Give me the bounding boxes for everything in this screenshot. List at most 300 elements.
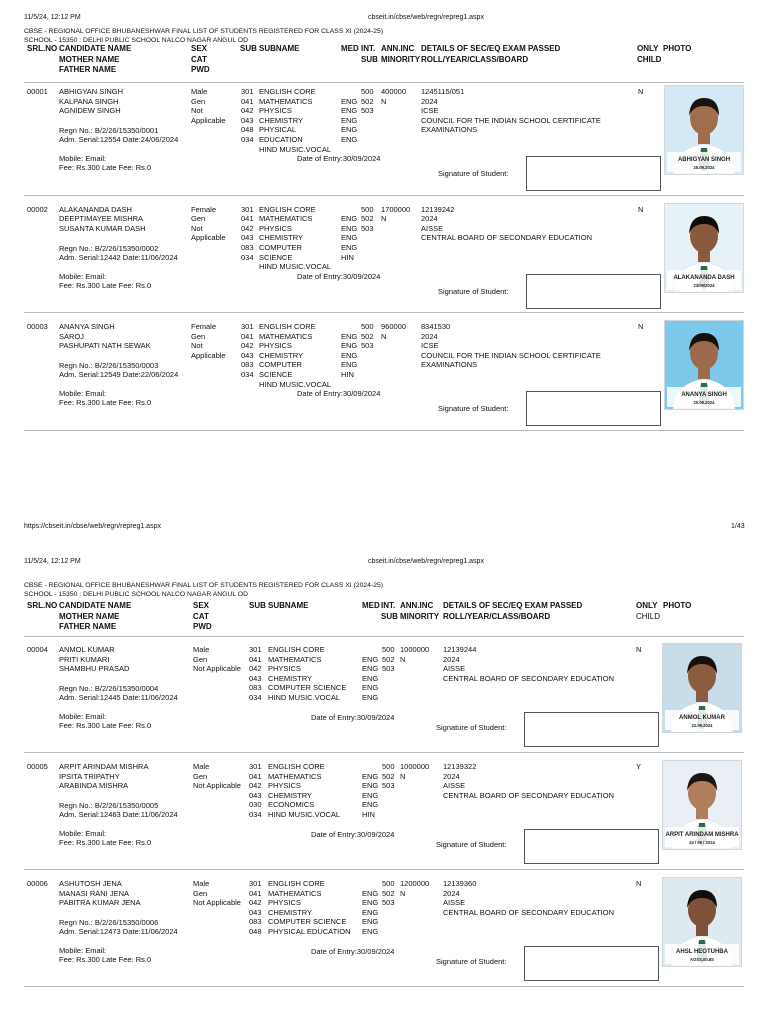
fee-line: Fee: Rs.300 Late Fee: Rs.0 — [59, 721, 152, 730]
medium-of-instruction: ENG — [362, 673, 379, 683]
category-value: Gen — [191, 331, 206, 341]
col-candidate: CANDIDATE NAME — [59, 601, 132, 610]
annual-income: 1000000 — [400, 645, 430, 654]
sex-cat-pwd — [191, 322, 226, 360]
sex-value: Female — [191, 322, 217, 331]
subject-code: 043 — [241, 350, 254, 360]
internal-subject-code: 502 — [361, 331, 374, 341]
student-photo — [664, 85, 744, 175]
annual-income: 1700000 — [381, 204, 411, 214]
signature-box — [524, 712, 659, 747]
subject-code: 083 — [249, 683, 262, 693]
col-pwd: PWD — [191, 65, 210, 74]
student-photo-svg — [663, 878, 741, 966]
mother-name: PRITI KUMARI — [59, 654, 110, 664]
admission-serial: Adm. Serial:12463 Date:11/06/2024 — [59, 810, 178, 819]
subject-code: 041 — [249, 654, 262, 664]
photo-caption-line: 25.09.2024 — [693, 165, 715, 170]
internal-subject-code: 500 — [361, 204, 374, 214]
school-line: SCHOOL - 15350 : DELHI PUBLIC SCHOOL NALCO NAGAR ANGUL OD — [24, 37, 248, 44]
names-block — [59, 322, 151, 351]
names-block — [59, 879, 141, 908]
subject-name: MATHEMATICS — [259, 96, 313, 106]
date-of-entry: Date of Entry:30/09/2024 — [297, 271, 381, 281]
photo-caption-line: ANANYA SINGH — [681, 392, 727, 398]
subject-code: 041 — [249, 771, 262, 781]
col-mother: MOTHER NAME — [59, 54, 120, 64]
minority-flag: N — [381, 214, 387, 224]
subject-name: PHYSICS — [259, 106, 292, 116]
subject-code: 043 — [249, 790, 262, 800]
student-photo — [664, 203, 744, 293]
photo-caption-line: 23/09/2024 — [693, 282, 715, 288]
subject-name: HIND MUSIC.VOCAL — [259, 379, 332, 389]
date-of-entry: Date of Entry:30/09/2024 — [297, 154, 381, 163]
student-photo — [662, 643, 742, 733]
print-url: cbseit.in/cbse/web/regn/repreg1.aspx — [368, 14, 484, 21]
fee-line: Fee: Rs.300 Late Fee: Rs.0 — [59, 398, 152, 407]
medium-of-instruction: HIN — [362, 810, 375, 819]
col-names — [59, 601, 131, 633]
names-block — [59, 205, 146, 234]
pwd-value: Not — [191, 223, 203, 233]
photo-caption-line: 22.09.2024 — [691, 723, 713, 728]
internal-subject-code: 503 — [382, 781, 395, 791]
medium-of-instruction: ENG — [341, 106, 358, 116]
col-ann: ANN.INC — [400, 601, 434, 610]
exam-detail-line: ICSE — [421, 341, 439, 351]
col-int: INT. — [361, 44, 376, 53]
category-value: Gen — [191, 214, 206, 224]
col-cat: CAT — [193, 611, 209, 621]
medium-of-instruction: ENG — [362, 693, 379, 702]
col-only: ONLY — [637, 44, 659, 53]
annual-income: 960000 — [381, 322, 407, 331]
photo-caption-line: ABHIGYAN SINGH — [677, 157, 731, 163]
exam-detail-line: AISSE — [443, 664, 466, 674]
annual-income: 1200000 — [400, 879, 430, 888]
subject-name: MATHEMATICS — [259, 214, 313, 224]
col-cat: CAT — [191, 54, 207, 64]
col-details-2: ROLL/YEAR/CLASS/BOARD — [421, 54, 529, 64]
col-srl: SRL.NO — [27, 44, 58, 53]
exam-detail-line: 12139322 — [443, 762, 477, 771]
col-srl: SRL.NO — [27, 601, 58, 610]
subject-code: 041 — [241, 331, 254, 341]
names-block — [59, 87, 123, 116]
medium-of-instruction: ENG — [362, 781, 379, 791]
subject-name: EDUCATION — [259, 135, 303, 144]
subject-name: HIND MUSIC.VOCAL — [259, 144, 332, 154]
subject-code: 043 — [241, 233, 254, 243]
col-only-child — [636, 601, 660, 622]
exam-detail-line: 12139360 — [443, 879, 477, 888]
divider — [24, 986, 744, 987]
sex-cat-pwd — [191, 205, 226, 243]
subject-name: PHYSICAL EDUCATION — [268, 927, 351, 936]
sex-value: Male — [193, 645, 210, 654]
subject-code: 034 — [241, 252, 254, 262]
medium-of-instruction: ENG — [341, 341, 358, 351]
internal-subject-code: 503 — [382, 664, 395, 674]
pwd-value: Not Applicable — [193, 898, 241, 908]
registration-number: Regn No.: B/2/26/15350/0006 — [59, 918, 159, 927]
exam-detail-line: CENTRAL BOARD OF SECONDARY EDUCATION — [443, 790, 614, 800]
serial-number: 00005 — [27, 762, 48, 771]
exam-detail-line: EXAMINATIONS — [421, 125, 478, 135]
category-value: Gen — [193, 771, 208, 781]
col-minority: MINORITY — [381, 54, 421, 64]
medium-of-instruction: ENG — [341, 115, 358, 125]
report-title: CBSE - REGIONAL OFFICE BHUBANESHWAR FINAL LIST OF STUDENTS REGISTERED FOR CLASS XI (2024-25) — [24, 28, 384, 35]
signature-box — [524, 946, 659, 981]
divider — [24, 430, 744, 431]
col-subname: SUBNAME — [259, 44, 300, 53]
col-subname: SUBNAME — [268, 601, 309, 610]
medium-of-instruction: ENG — [362, 771, 379, 781]
exam-detail-line: 2024 — [421, 331, 438, 341]
subject-code: 301 — [249, 762, 262, 771]
col-ann-inc — [400, 601, 439, 622]
subject-code: 041 — [249, 888, 262, 898]
only-child-flag: N — [636, 645, 642, 654]
subject-code: 043 — [241, 115, 254, 125]
medium-of-instruction: ENG — [362, 664, 379, 674]
internal-subject-code: 502 — [361, 214, 374, 224]
exam-detail-line: COUNCIL FOR THE INDIAN SCHOOL CERTIFICATE — [421, 115, 601, 125]
subject-code: 301 — [241, 322, 254, 331]
exam-detail-line: AISSE — [421, 223, 444, 233]
photo-caption-line: 24 / 09 / 2024 — [689, 840, 715, 845]
admission-serial: Adm. Serial:12445 Date:11/06/2024 — [59, 693, 178, 702]
exam-detail-line: CENTRAL BOARD OF SECONDARY EDUCATION — [443, 907, 614, 917]
student-photo-svg — [665, 204, 743, 292]
father-name: PABITRA KUMAR JENA — [59, 898, 141, 908]
subject-name: ENGLISH CORE — [268, 762, 325, 771]
pwd-value: Not — [191, 106, 203, 116]
subject-name: SCIENCE — [259, 252, 293, 262]
photo-caption-line: ARPIT ARINDAM MISHRA — [665, 832, 739, 838]
subject-name: SCIENCE — [259, 370, 293, 379]
sex-value: Female — [191, 204, 217, 214]
subject-code: 083 — [249, 917, 262, 927]
photo-caption-line: AHSL HEOTUHBA — [676, 949, 728, 955]
photo-caption-line: ALAKANANDA DASH — [673, 274, 735, 281]
only-child-flag: N — [638, 87, 644, 96]
fee-line: Fee: Rs.300 Late Fee: Rs.0 — [59, 163, 152, 172]
exam-detail-line: 12139244 — [443, 645, 477, 654]
subject-code: 083 — [241, 360, 254, 370]
signature-label: Signature of Student: — [436, 957, 507, 966]
col-sex: SEX — [193, 601, 210, 610]
student-photo-svg — [665, 321, 743, 409]
internal-subject-code: 503 — [361, 106, 374, 116]
registration-number: Regn No.: B/2/26/15350/0004 — [59, 684, 159, 693]
exam-detail-line: 2024 — [443, 654, 460, 664]
col-int-sub — [361, 44, 378, 65]
subject-code: 034 — [241, 370, 254, 379]
photo-caption-line: ANMOL KUMAR — [679, 715, 725, 721]
col-mother: MOTHER NAME — [59, 611, 120, 621]
medium-of-instruction: ENG — [341, 331, 358, 341]
exam-detail-line: EXAMINATIONS — [421, 360, 478, 370]
sex-cat-pwd — [193, 879, 241, 908]
col-details — [421, 44, 560, 65]
signature-box — [524, 829, 659, 864]
exam-detail-line: CENTRAL BOARD OF SECONDARY EDUCATION — [443, 673, 614, 683]
internal-subject-code: 500 — [382, 762, 395, 771]
mobile-email: Mobile: Email: — [59, 271, 107, 281]
candidate-name: ARPIT ARINDAM MISHRA — [59, 762, 149, 771]
subject-name: PHYSICAL — [259, 125, 297, 135]
subject-code: 043 — [249, 673, 262, 683]
internal-subject-code: 500 — [382, 879, 395, 888]
admission-serial: Adm. Serial:12473 Date:11/06/2024 — [59, 927, 178, 936]
internal-subject-code: 503 — [361, 341, 374, 351]
internal-subject-code: 500 — [361, 87, 374, 96]
subject-name: ECONOMICS — [268, 800, 315, 810]
col-details-1: DETAILS OF SEC/EQ EXAM PASSED — [421, 44, 561, 53]
pwd-value: Not Applicable — [193, 781, 241, 791]
subject-code: 034 — [241, 135, 254, 144]
mobile-email: Mobile: Email: — [59, 829, 107, 838]
candidate-name: ASHUTOSH JENA — [59, 879, 122, 888]
medium-of-instruction: ENG — [362, 800, 379, 810]
medium-of-instruction: ENG — [362, 898, 379, 908]
serial-number: 00004 — [27, 645, 48, 654]
admission-serial: Adm. Serial:12554 Date:24/06/2024 — [59, 135, 179, 144]
subject-code: 042 — [241, 106, 254, 116]
subject-code: 042 — [249, 664, 262, 674]
minority-flag: N — [400, 771, 406, 781]
medium-of-instruction: HIN — [341, 370, 354, 379]
mobile-email: Mobile: Email: — [59, 946, 107, 955]
col-med: MED — [362, 601, 380, 610]
col-pwd: PWD — [193, 622, 212, 631]
mobile-email: Mobile: Email: — [59, 389, 107, 398]
exam-detail-line: 2024 — [421, 96, 438, 106]
print-timestamp: 11/5/24, 12:12 PM — [24, 558, 81, 565]
exam-detail-line: AISSE — [443, 781, 466, 791]
print-timestamp: 11/5/24, 12:12 PM — [24, 14, 81, 21]
col-names — [59, 44, 131, 76]
subject-name: PHYSICS — [268, 898, 301, 908]
pwd-value: Applicable — [191, 350, 226, 360]
father-name: AGNIDEW SINGH — [59, 106, 121, 116]
exam-detail-line: 2024 — [443, 888, 460, 898]
mother-name: IPSITA TRIPATHY — [59, 771, 120, 781]
subject-name: HIND MUSIC.VOCAL — [268, 693, 341, 702]
category-value: Gen — [191, 96, 206, 106]
photo-caption-line: AOSS.00.8S — [690, 957, 714, 962]
subject-code: 034 — [249, 693, 262, 702]
medium-of-instruction: ENG — [362, 888, 379, 898]
exam-detail-line: ICSE — [421, 106, 439, 116]
sex-cat-pwd — [193, 762, 241, 791]
subject-name: CHEMISTRY — [268, 790, 313, 800]
signature-label: Signature of Student: — [438, 169, 509, 178]
exam-detail-line: 8341530 — [421, 322, 451, 331]
exam-detail-line: COUNCIL FOR THE INDIAN SCHOOL CERTIFICATE — [421, 350, 601, 360]
print-page-2 — [0, 550, 768, 1024]
registration-number: Regn No.: B/2/26/15350/0001 — [59, 126, 159, 135]
subject-code: 041 — [241, 214, 254, 224]
subject-name: ENGLISH CORE — [259, 87, 316, 96]
subject-code: 042 — [249, 781, 262, 791]
col-int-sub — [381, 601, 398, 622]
exam-detail-line: 2024 — [443, 771, 460, 781]
subject-name: PHYSICS — [259, 341, 292, 351]
subject-code: 041 — [241, 96, 254, 106]
col-sub2: SUB — [381, 611, 398, 621]
medium-of-instruction: ENG — [362, 907, 379, 917]
subject-name: CHEMISTRY — [268, 907, 313, 917]
subject-name: ENGLISH CORE — [259, 204, 316, 214]
student-photo — [662, 760, 742, 850]
sex-value: Male — [193, 879, 210, 888]
medium-of-instruction: ENG — [341, 223, 358, 233]
subject-name: PHYSICS — [268, 781, 301, 791]
subject-name: MATHEMATICS — [268, 888, 322, 898]
signature-label: Signature of Student: — [438, 286, 509, 296]
subject-name: HIND MUSIC.VOCAL — [259, 262, 332, 272]
subject-name: ENGLISH CORE — [268, 879, 325, 888]
col-father: FATHER NAME — [59, 622, 117, 631]
only-child-flag: Y — [636, 762, 642, 771]
serial-number: 00002 — [27, 204, 48, 214]
subject-name: MATHEMATICS — [268, 771, 322, 781]
date-of-entry: Date of Entry:30/09/2024 — [311, 830, 395, 839]
sex-cat-pwd — [193, 645, 241, 674]
category-value: Gen — [193, 654, 208, 664]
minority-flag: N — [381, 96, 387, 106]
mobile-email: Mobile: Email: — [59, 154, 107, 163]
subject-code: 301 — [249, 645, 262, 654]
fee-line: Fee: Rs.300 Late Fee: Rs.0 — [59, 955, 152, 964]
minority-flag: N — [400, 888, 406, 898]
subject-code: 048 — [249, 927, 262, 936]
registration-number: Regn No.: B/2/26/15350/0003 — [59, 361, 159, 370]
subject-name: COMPUTER SCIENCE — [268, 683, 347, 693]
signature-label: Signature of Student: — [438, 404, 509, 413]
divider — [24, 752, 744, 753]
student-photo-svg — [663, 644, 741, 732]
subject-code: 034 — [249, 810, 262, 819]
annual-income: 400000 — [381, 87, 407, 96]
sex-cat-pwd — [191, 87, 226, 125]
internal-subject-code: 500 — [382, 645, 395, 654]
medium-of-instruction: ENG — [341, 135, 358, 144]
print-url: cbseit.in/cbse/web/regn/repreg1.aspx — [368, 558, 484, 565]
medium-of-instruction: ENG — [362, 790, 379, 800]
subject-code: 043 — [249, 907, 262, 917]
date-of-entry: Date of Entry:30/09/2024 — [311, 713, 395, 722]
medium-of-instruction: ENG — [362, 927, 379, 936]
medium-of-instruction: ENG — [362, 917, 379, 927]
admission-serial: Adm. Serial:12549 Date:22/06/2024 — [59, 370, 179, 379]
only-child-flag: N — [638, 322, 644, 331]
divider — [24, 195, 744, 196]
candidate-name: ANMOL KUMAR — [59, 645, 115, 654]
col-int: INT. — [381, 601, 396, 610]
fee-line: Fee: Rs.300 Late Fee: Rs.0 — [59, 838, 152, 847]
col-minority: MINORITY — [400, 611, 440, 621]
fee-line: Fee: Rs.300 Late Fee: Rs.0 — [59, 280, 152, 290]
pwd-value: Not Applicable — [193, 664, 241, 674]
col-sub: SUB — [240, 44, 257, 53]
subject-name: MATHEMATICS — [259, 331, 313, 341]
exam-detail-line: CENTRAL BOARD OF SECONDARY EDUCATION — [421, 233, 592, 243]
subject-name: PHYSICS — [259, 223, 292, 233]
col-med: MED — [341, 44, 359, 53]
col-father: FATHER NAME — [59, 65, 117, 74]
subject-name: PHYSICS — [268, 664, 301, 674]
pwd-value: Applicable — [191, 115, 226, 125]
medium-of-instruction: ENG — [341, 360, 358, 370]
internal-subject-code: 502 — [382, 654, 395, 664]
only-child-flag: N — [636, 879, 642, 888]
student-photo — [662, 877, 742, 967]
subject-name: CHEMISTRY — [259, 350, 304, 360]
names-block — [59, 645, 129, 674]
father-name: PASHUPATI NATH SEWAK — [59, 341, 151, 351]
medium-of-instruction: ENG — [341, 242, 358, 252]
admission-serial: Adm. Serial:12442 Date:11/06/2024 — [59, 252, 178, 262]
subject-code: 301 — [249, 879, 262, 888]
school-line: SCHOOL - 15350 : DELHI PUBLIC SCHOOL NALCO NAGAR ANGUL OD — [24, 591, 248, 598]
subject-code: 301 — [241, 204, 254, 214]
medium-of-instruction: HIN — [341, 252, 354, 262]
exam-detail-line: 1245115/051 — [421, 87, 465, 96]
subject-code: 030 — [249, 800, 262, 810]
signature-box — [526, 274, 661, 309]
col-details-1: DETAILS OF SEC/EQ EXAM PASSED — [443, 601, 583, 610]
pwd-value: Applicable — [191, 233, 226, 243]
candidate-name: ALAKANANDA DASH — [59, 204, 132, 214]
registration-number: Regn No.: B/2/26/15350/0005 — [59, 801, 159, 810]
col-details-2: ROLL/YEAR/CLASS/BOARD — [443, 611, 551, 621]
serial-number: 00003 — [27, 322, 48, 331]
divider — [24, 869, 744, 870]
pwd-value: Not — [191, 341, 203, 351]
only-child-flag: N — [638, 204, 644, 214]
col-sub2: SUB — [361, 54, 378, 64]
medium-of-instruction: ENG — [341, 125, 358, 135]
subject-name: ENGLISH CORE — [268, 645, 325, 654]
col-only: ONLY — [636, 601, 658, 610]
subject-name: HIND MUSIC.VOCAL — [268, 810, 341, 819]
serial-number: 00006 — [27, 879, 48, 888]
divider — [24, 636, 744, 637]
col-candidate: CANDIDATE NAME — [59, 44, 132, 53]
col-sex-cat-pwd — [193, 601, 212, 633]
category-value: Gen — [193, 888, 208, 898]
annual-income: 1000000 — [400, 762, 430, 771]
subject-name: COMPUTER — [259, 242, 302, 252]
father-name: SHAMBHU PRASAD — [59, 664, 130, 674]
col-child: CHILD — [636, 611, 661, 621]
registration-number: Regn No.: B/2/26/15350/0002 — [59, 243, 159, 253]
subject-code: 042 — [241, 341, 254, 351]
col-ann-inc — [381, 44, 420, 65]
col-photo: PHOTO — [663, 601, 692, 610]
medium-of-instruction: ENG — [341, 233, 358, 243]
col-photo: PHOTO — [663, 44, 692, 53]
date-of-entry: Date of Entry:30/09/2024 — [311, 947, 395, 956]
col-sex: SEX — [191, 44, 208, 53]
subject-name: COMPUTER — [259, 360, 302, 370]
subject-code: 048 — [241, 125, 254, 135]
